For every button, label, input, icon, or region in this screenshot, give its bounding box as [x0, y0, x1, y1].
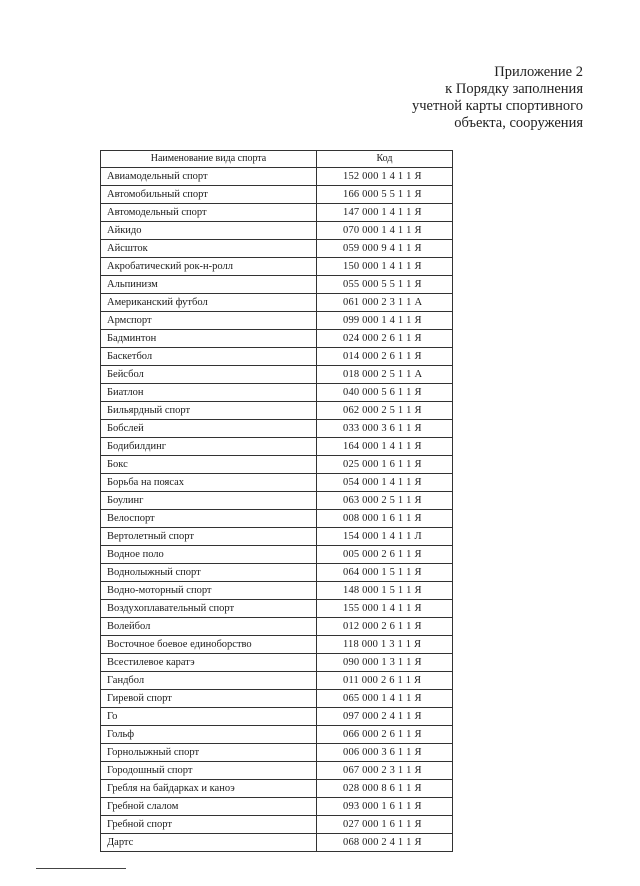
- sport-code-cell: 024 000 2 6 1 1 Я: [317, 330, 453, 348]
- table-row: [101, 186, 453, 204]
- table-row: [101, 582, 453, 600]
- sport-name-cell: Городошный спорт: [101, 762, 317, 780]
- sport-code-cell: 040 000 5 6 1 1 Я: [317, 384, 453, 402]
- table-row: [101, 312, 453, 330]
- table-row: [101, 726, 453, 744]
- table-row: [101, 384, 453, 402]
- table-row: [101, 330, 453, 348]
- sport-name-cell: Бодибилдинг: [101, 438, 317, 456]
- sport-name-cell: Волейбол: [101, 618, 317, 636]
- sport-code-cell: 067 000 2 3 1 1 Я: [317, 762, 453, 780]
- sport-code-cell: 063 000 2 5 1 1 Я: [317, 492, 453, 510]
- table-header-row: [101, 151, 453, 168]
- sport-code-cell: 025 000 1 6 1 1 Я: [317, 456, 453, 474]
- sport-code-cell: 055 000 5 5 1 1 Я: [317, 276, 453, 294]
- sport-code-cell: 012 000 2 6 1 1 Я: [317, 618, 453, 636]
- sport-code-cell: 147 000 1 4 1 1 Я: [317, 204, 453, 222]
- sport-name-cell: Горнолыжный спорт: [101, 744, 317, 762]
- sport-code-cell: 054 000 1 4 1 1 Я: [317, 474, 453, 492]
- sport-code-cell: 061 000 2 3 1 1 А: [317, 294, 453, 312]
- sport-code-cell: 099 000 1 4 1 1 Я: [317, 312, 453, 330]
- sport-code-cell: 027 000 1 6 1 1 Я: [317, 816, 453, 834]
- table-row: [101, 204, 453, 222]
- sport-name-cell: Водно-моторный спорт: [101, 582, 317, 600]
- sport-name-cell: Воднолыжный спорт: [101, 564, 317, 582]
- sport-name-cell: Го: [101, 708, 317, 726]
- table-row: [101, 636, 453, 654]
- document-header: [412, 64, 583, 132]
- table-row: [101, 474, 453, 492]
- sport-name-cell: Бобслей: [101, 420, 317, 438]
- sport-name-cell: Гребной спорт: [101, 816, 317, 834]
- sport-code-cell: 028 000 8 6 1 1 Я: [317, 780, 453, 798]
- sports-code-table: [100, 150, 453, 852]
- table-row: [101, 564, 453, 582]
- sport-name-cell: Армспорт: [101, 312, 317, 330]
- sport-code-cell: 166 000 5 5 1 1 Я: [317, 186, 453, 204]
- sport-name-cell: Альпинизм: [101, 276, 317, 294]
- table-row: [101, 618, 453, 636]
- sport-code-cell: 154 000 1 4 1 1 Л: [317, 528, 453, 546]
- table-row: [101, 528, 453, 546]
- sport-name-cell: Дартс: [101, 834, 317, 852]
- sport-name-cell: Бейсбол: [101, 366, 317, 384]
- sport-code-cell: 164 000 1 4 1 1 Я: [317, 438, 453, 456]
- footnote-separator: [36, 868, 126, 869]
- sport-code-cell: 014 000 2 6 1 1 Я: [317, 348, 453, 366]
- table-row: [101, 780, 453, 798]
- sport-name-cell: Вертолетный спорт: [101, 528, 317, 546]
- table-row: [101, 834, 453, 852]
- sport-name-cell: Автомобильный спорт: [101, 186, 317, 204]
- sport-name-cell: Автомодельный спорт: [101, 204, 317, 222]
- sport-name-cell: Гребля на байдарках и каноэ: [101, 780, 317, 798]
- sport-name-cell: Восточное боевое единоборство: [101, 636, 317, 654]
- sport-code-cell: 008 000 1 6 1 1 Я: [317, 510, 453, 528]
- sport-name-cell: Айкидо: [101, 222, 317, 240]
- sport-code-cell: 148 000 1 5 1 1 Я: [317, 582, 453, 600]
- sport-name-cell: Гребной слалом: [101, 798, 317, 816]
- sport-code-cell: 118 000 1 3 1 1 Я: [317, 636, 453, 654]
- sport-code-cell: 018 000 2 5 1 1 А: [317, 366, 453, 384]
- table-row: [101, 294, 453, 312]
- table-row: [101, 276, 453, 294]
- sport-name-cell: Авиамодельный спорт: [101, 168, 317, 186]
- sport-name-cell: Американский футбол: [101, 294, 317, 312]
- table-row: [101, 600, 453, 618]
- sport-name-cell: Велоспорт: [101, 510, 317, 528]
- sport-code-cell: 006 000 3 6 1 1 Я: [317, 744, 453, 762]
- sport-name-cell: Гандбол: [101, 672, 317, 690]
- sport-name-cell: Бадминтон: [101, 330, 317, 348]
- sport-code-cell: 059 000 9 4 1 1 Я: [317, 240, 453, 258]
- sport-code-cell: 150 000 1 4 1 1 Я: [317, 258, 453, 276]
- sport-code-cell: 152 000 1 4 1 1 Я: [317, 168, 453, 186]
- sport-code-cell: 065 000 1 4 1 1 Я: [317, 690, 453, 708]
- table-row: [101, 510, 453, 528]
- sport-code-cell: 070 000 1 4 1 1 Я: [317, 222, 453, 240]
- sport-code-cell: 064 000 1 5 1 1 Я: [317, 564, 453, 582]
- sport-code-cell: 066 000 2 6 1 1 Я: [317, 726, 453, 744]
- table-row: [101, 798, 453, 816]
- table-row: [101, 492, 453, 510]
- sport-code-cell: 062 000 2 5 1 1 Я: [317, 402, 453, 420]
- column-header-sport-name: Наименование вида спорта: [101, 151, 317, 168]
- sport-name-cell: Борьба на поясах: [101, 474, 317, 492]
- sport-code-cell: 093 000 1 6 1 1 Я: [317, 798, 453, 816]
- table-row: [101, 456, 453, 474]
- sport-name-cell: Боулинг: [101, 492, 317, 510]
- sport-name-cell: Гольф: [101, 726, 317, 744]
- sport-name-cell: Воздухоплавательный спорт: [101, 600, 317, 618]
- header-line-appendix: Приложение 2: [494, 64, 583, 80]
- sport-name-cell: Биатлон: [101, 384, 317, 402]
- table-row: [101, 222, 453, 240]
- table-row: [101, 240, 453, 258]
- sport-name-cell: Акробатический рок-н-ролл: [101, 258, 317, 276]
- table-body: [101, 168, 453, 852]
- sport-code-cell: 155 000 1 4 1 1 Я: [317, 600, 453, 618]
- sport-name-cell: Бокс: [101, 456, 317, 474]
- header-line-order: к Порядку заполнения: [445, 81, 583, 97]
- sport-code-cell: 090 000 1 3 1 1 Я: [317, 654, 453, 672]
- table-row: [101, 816, 453, 834]
- sport-name-cell: Баскетбол: [101, 348, 317, 366]
- header-line-card: учетной карты спортивного: [411, 98, 583, 114]
- sport-code-cell: 097 000 2 4 1 1 Я: [317, 708, 453, 726]
- table-row: [101, 438, 453, 456]
- table-row: [101, 348, 453, 366]
- table-row: [101, 690, 453, 708]
- table-row: [101, 744, 453, 762]
- table-row: [101, 762, 453, 780]
- sport-name-cell: Всестилевое каратэ: [101, 654, 317, 672]
- table-row: [101, 168, 453, 186]
- table-row: [101, 708, 453, 726]
- sport-name-cell: Водное поло: [101, 546, 317, 564]
- header-line-object: объекта, сооружения: [454, 115, 583, 131]
- sport-code-cell: 011 000 2 6 1 1 Я: [317, 672, 453, 690]
- table-row: [101, 654, 453, 672]
- table-row: [101, 672, 453, 690]
- table-row: [101, 420, 453, 438]
- sport-code-cell: 068 000 2 4 1 1 Я: [317, 834, 453, 852]
- table-row: [101, 546, 453, 564]
- sport-code-cell: 033 000 3 6 1 1 Я: [317, 420, 453, 438]
- sport-name-cell: Айсшток: [101, 240, 317, 258]
- sport-name-cell: Гиревой спорт: [101, 690, 317, 708]
- sport-name-cell: Бильярдный спорт: [101, 402, 317, 420]
- table-row: [101, 258, 453, 276]
- table-row: [101, 402, 453, 420]
- table-row: [101, 366, 453, 384]
- sport-code-cell: 005 000 2 6 1 1 Я: [317, 546, 453, 564]
- column-header-code: Код: [317, 151, 453, 168]
